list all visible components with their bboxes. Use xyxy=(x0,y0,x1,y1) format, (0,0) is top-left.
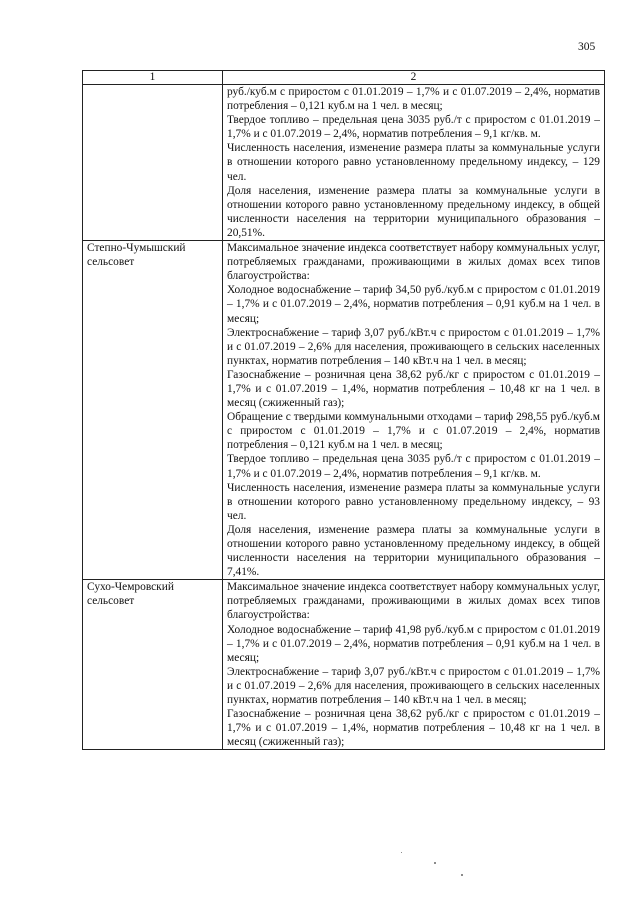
paragraph: Численность населения, изменение размера платы за коммунальные услуги в отношении которого равно установленному предельному индексу, – 129 чел. xyxy=(227,142,600,183)
indicator-text xyxy=(223,580,605,750)
indicator-text xyxy=(223,85,605,241)
paragraph: Максимальное значение индекса соответствует набору коммунальных услуг, потребляемых гражданами, проживающими в жилых домах всех типов благоустройства: xyxy=(227,581,600,622)
paragraph: Холодное водоснабжение – тариф 34,50 руб./куб.м с приростом с 01.01.2019 – 1,7% и с 01.07.2019 – 2,4%, норматив потребления – 0,91 куб.м на 1 чел. в месяц; xyxy=(227,284,600,325)
table-row xyxy=(83,580,605,750)
paragraph: Электроснабжение – тариф 3,07 руб./кВт.ч с приростом с 01.01.2019 – 1,7% и с 01.07.2019 – 2,6% для населения, проживающего в сельских населенных пунктах, норматив потребления – 140 кВт.ч на 1 чел. в месяц; xyxy=(227,326,600,367)
paragraph: Доля населения, изменение размера платы за коммунальные услуги в отношении которого равно установленному предельному индексу, в общей численности населения на территории муниципального образования – 7,41%. xyxy=(227,523,600,579)
paragraph: Численность населения, изменение размера платы за коммунальные услуги в отношении которого равно установленному предельному индексу, – 93 чел. xyxy=(227,481,600,522)
paragraph: Холодное водоснабжение – тариф 41,98 руб./куб.м с приростом с 01.01.2019 – 1,7% и с 01.07.2019 – 2,4%, норматив потребления – 0,91 куб.м на 1 чел. в месяц; xyxy=(227,623,600,664)
table-row xyxy=(83,85,605,241)
paragraph: Максимальное значение индекса соответствует набору коммунальных услуг, потребляемых гражданами, проживающими в жилых домах всех типов благоустройства: xyxy=(227,242,600,283)
scan-speck xyxy=(461,874,463,876)
paragraph: Твердое топливо – предельная цена 3035 руб./т с приростом с 01.01.2019 – 1,7% и с 01.07.2019 – 2,4%, норматив потребления – 9,1 кг/кв. м. xyxy=(227,453,600,480)
paragraph: Доля населения, изменение размера платы за коммунальные услуги в отношении которого равно установленному предельному индексу, в общей численности населения на территории муниципального образования – 20,51%. xyxy=(227,184,600,239)
header-row xyxy=(83,71,605,85)
paragraph: Обращение с твердыми коммунальными отходами – тариф 298,55 руб./куб.м с приростом с 01.01.2019 – 1,7% и с 01.07.2019 – 2,4%, норматив потребления – 0,121 куб.м на 1 чел. в месяц; xyxy=(227,411,600,452)
municipality-name xyxy=(83,85,223,241)
scan-speck xyxy=(401,852,402,853)
municipality-name: Сухо-Чемровский сельсовет xyxy=(83,580,223,750)
scan-speck xyxy=(434,862,436,864)
paragraph: Газоснабжение – розничная цена 38,62 руб./кг с приростом с 01.01.2019 – 1,7% и с 01.07.2019 – 1,4%, норматив потребления – 10,48 кг на 1 чел. в месяц (сжиженный газ); xyxy=(227,368,600,410)
table-header xyxy=(83,71,605,85)
municipality-name: Степно-Чумышский сельсовет xyxy=(83,241,223,580)
paragraph: Газоснабжение – розничная цена 38,62 руб./кг с приростом с 01.01.2019 – 1,7% и с 01.07.2019 – 1,4%, норматив потребления – 10,48 кг на 1 чел. в месяц (сжиженный газ); xyxy=(227,708,600,749)
column-header-1: 1 xyxy=(83,71,223,85)
document-table xyxy=(82,70,605,750)
table-row xyxy=(83,241,605,580)
indicator-text xyxy=(223,241,605,580)
paragraph: Электроснабжение – тариф 3,07 руб./кВт.ч с приростом с 01.01.2019 – 1,7% и с 01.07.2019 – 2,6% для населения, проживающего в сельских населенных пунктах, норматив потребления – 140 кВт.ч на 1 чел. в месяц; xyxy=(227,665,600,707)
page-number: 305 xyxy=(578,41,596,53)
paragraph: руб./куб.м с приростом с 01.01.2019 – 1,7% и с 01.07.2019 – 2,4%, норматив потребления – 0,121 куб.м на 1 чел. в месяц; xyxy=(227,86,600,113)
paragraph: Твердое топливо – предельная цена 3035 руб./т с приростом с 01.01.2019 – 1,7% и с 01.07.2019 – 2,4%, норматив потребления – 9,1 кг/кв. м. xyxy=(227,114,600,141)
column-header-2: 2 xyxy=(223,71,605,85)
